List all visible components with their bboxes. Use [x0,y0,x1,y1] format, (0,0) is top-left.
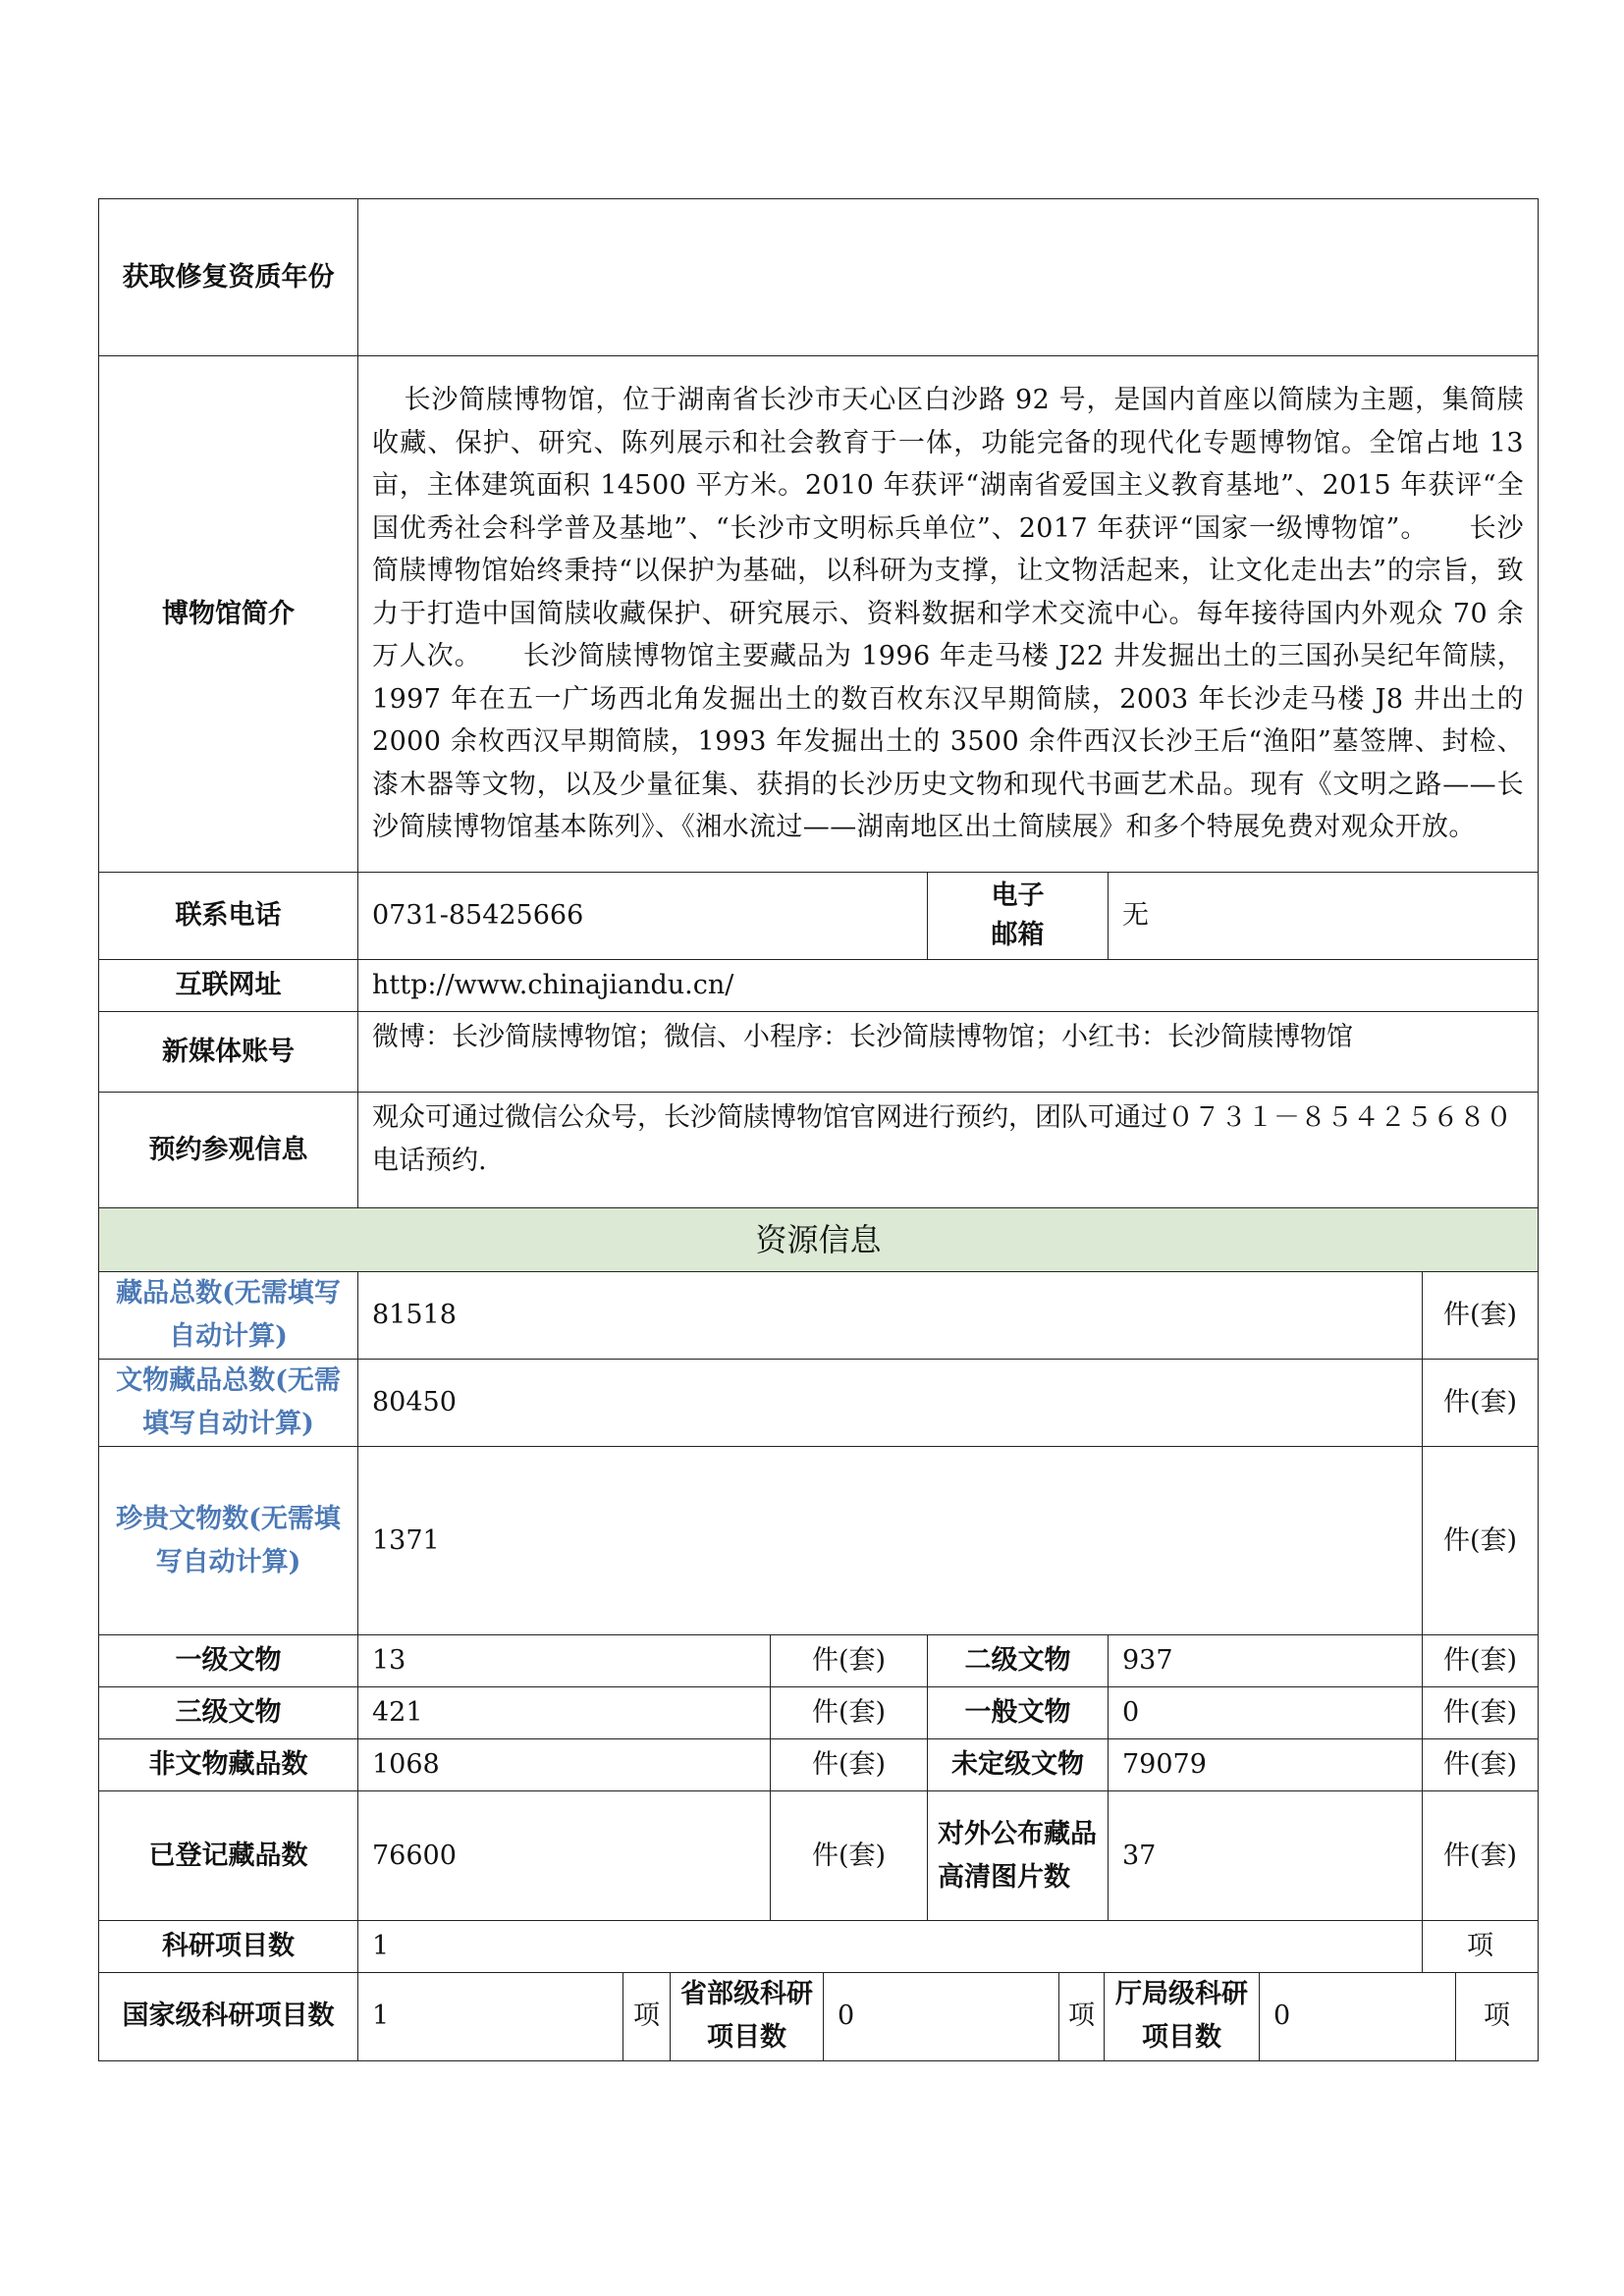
total-collections-value: 81518 [358,1272,1423,1360]
grade2-label: 二级文物 [928,1635,1109,1687]
phone-value: 0731-85425666 [358,873,928,960]
unit-label: 项 [1059,1972,1105,2060]
provincial-projects-value: 0 [824,1972,1059,2060]
intro-text-cell [358,356,1539,873]
hd-images-label: 对外公布藏品高清图片数 [928,1791,1109,1921]
unit-label: 件(套) [1423,1739,1539,1791]
row-project-levels [99,1972,1539,2060]
projects-table [98,1972,1539,2061]
grade3-label: 三级文物 [99,1687,358,1739]
email-value: 无 [1109,873,1539,960]
grade1-value: 13 [358,1635,771,1687]
unit-label: 件(套) [1423,1272,1539,1360]
unrated-value: 79079 [1109,1739,1423,1791]
row-booking [99,1093,1539,1208]
booking-label: 预约参观信息 [99,1093,358,1208]
bureau-projects-value: 0 [1260,1972,1456,2060]
row-precious-relics [99,1447,1539,1635]
unit-label: 件(套) [771,1739,928,1791]
research-projects-value: 1 [358,1921,1423,1973]
unit-label: 件(套) [1423,1447,1539,1635]
website-value: http://www.chinajiandu.cn/ [358,960,1539,1012]
general-value: 0 [1109,1687,1423,1739]
section-title: 资源信息 [99,1208,1539,1272]
row-website [99,960,1539,1012]
row-total-collections [99,1272,1539,1360]
info-table [98,198,1539,1973]
unit-label: 件(套) [771,1635,928,1687]
unit-label: 件(套) [771,1687,928,1739]
registered-label: 已登记藏品数 [99,1791,358,1921]
repair-year-label: 获取修复资质年份 [99,199,358,356]
row-research-projects [99,1921,1539,1973]
non-relic-value: 1068 [358,1739,771,1791]
website-label: 互联网址 [99,960,358,1012]
unit-label: 件(套) [1423,1635,1539,1687]
bureau-projects-label: 厅局级科研项目数 [1105,1972,1260,2060]
general-label: 一般文物 [928,1687,1109,1739]
grade3-value: 421 [358,1687,771,1739]
museum-info-form [98,198,1538,2061]
unit-label: 件(套) [1423,1687,1539,1739]
grade1-label: 一级文物 [99,1635,358,1687]
cultural-relics-total-label: 文物藏品总数(无需填写自动计算) [99,1360,358,1447]
registered-value: 76600 [358,1791,771,1921]
row-grade3-general [99,1687,1539,1739]
unit-label: 件(套) [1423,1360,1539,1447]
precious-relics-value: 1371 [358,1447,1423,1635]
provincial-projects-label: 省部级科研项目数 [671,1972,824,2060]
hd-images-value: 37 [1109,1791,1423,1921]
national-projects-value: 1 [358,1972,623,2060]
precious-relics-label: 珍贵文物数(无需填写自动计算) [99,1447,358,1635]
row-section-resources [99,1208,1539,1272]
row-repair-year [99,199,1539,356]
total-collections-label: 藏品总数(无需填写自动计算) [99,1272,358,1360]
grade2-value: 937 [1109,1635,1423,1687]
unit-label: 项 [1423,1921,1539,1973]
booking-value: 观众可通过微信公众号，长沙简牍博物馆官网进行预约，团队可通过０７３１－８５４２５６８０电话预约. [358,1093,1539,1208]
row-grade1-grade2 [99,1635,1539,1687]
unrated-label: 未定级文物 [928,1739,1109,1791]
row-cultural-relics-total [99,1360,1539,1447]
intro-label: 博物馆简介 [99,356,358,873]
new-media-value: 微博：长沙简牍博物馆；微信、小程序：长沙简牍博物馆；小红书：长沙简牍博物馆 [358,1012,1539,1093]
new-media-label: 新媒体账号 [99,1012,358,1093]
intro-text: 长沙简牍博物馆，位于湖南省长沙市天心区白沙路 92 号，是国内首座以简牍为主题，集简牍收藏、保护、研究、陈列展示和社会教育于一体，功能完备的现代化专题博物馆。全馆占地 13 亩，主体建筑面积 14500 平方米。2010 年获评“湖南省爱国主义教育基地”、2015 年获评“全国优秀社会科学普及基地”、“长沙市文明标兵单位”、2017 年获评“国家一级博物馆”。 长沙简牍博物馆始终秉持“以保护为基础，以科研为支撑，让文物活起来，让文化走出去”的宗旨，致力于打造中国简牍收藏保护、研究展示、资料数据和学术交流中心。每年接待国内外观众 70 余万人次。 长沙简牍博物馆主要藏品为 1996 年走马楼 J22 井发掘出土的三国孙吴纪年简牍，1997 年在五一广场西北角发掘出土的数百枚东汉早期简牍，2003 年长沙走马楼 J8 井出土的 2000 余枚西汉早期简牍，1993 年发掘出土的 3500 余件西汉长沙王后“渔阳”墓签牌、封检、漆木器等文物，以及少量征集、获捐的长沙历史文物和现代书画艺术品。现有《文明之路——长沙简牍博物馆基本陈列》、《湘水流过——湖南地区出土简牍展》和多个特展免费对观众开放。 [372,385,1524,843]
repair-year-value [358,199,1539,356]
cultural-relics-total-value: 80450 [358,1360,1423,1447]
unit-label: 件(套) [771,1791,928,1921]
row-contact [99,873,1539,960]
row-new-media [99,1012,1539,1093]
unit-label: 件(套) [1423,1791,1539,1921]
phone-label: 联系电话 [99,873,358,960]
email-label: 电子邮箱 [928,873,1109,960]
national-projects-label: 国家级科研项目数 [99,1972,358,2060]
row-registered-images [99,1791,1539,1921]
unit-label: 项 [1456,1972,1539,2060]
row-nonrelic-unrated [99,1739,1539,1791]
row-intro [99,356,1539,873]
research-projects-label: 科研项目数 [99,1921,358,1973]
non-relic-label: 非文物藏品数 [99,1739,358,1791]
unit-label: 项 [623,1972,671,2060]
